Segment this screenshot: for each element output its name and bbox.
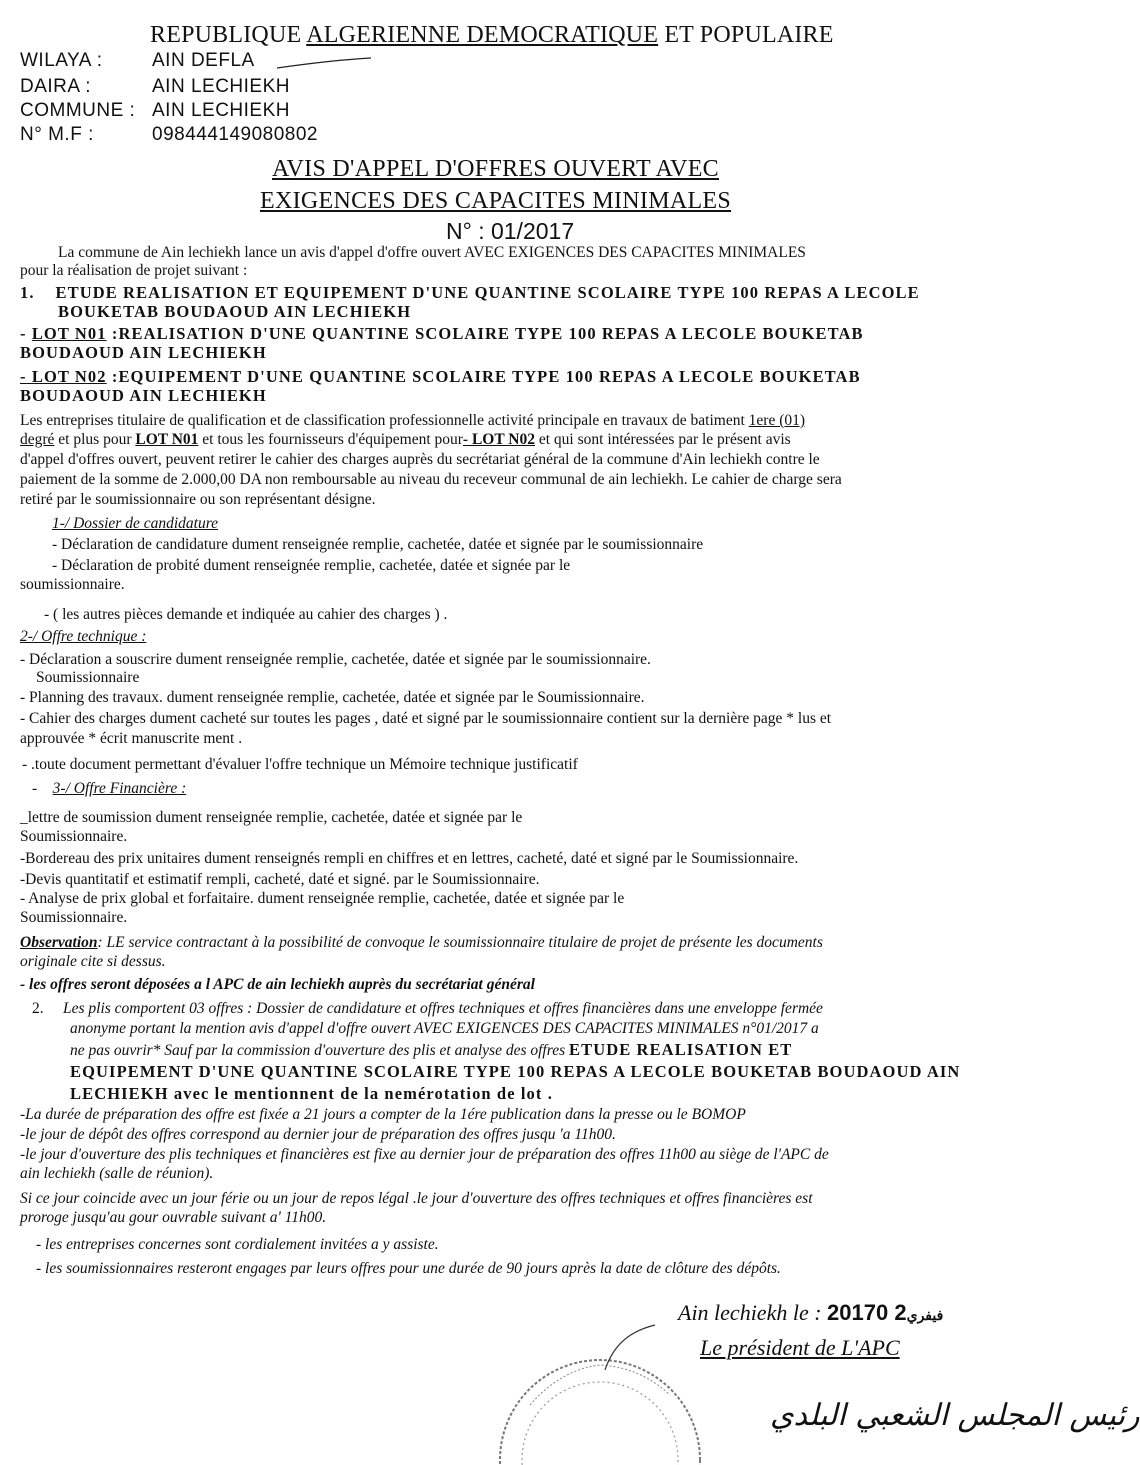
signature-date-day: 2 0 <box>876 1300 907 1325</box>
plis-line4: EQUIPEMENT D'UNE QUANTINE SCOLAIRE TYPE 100 REPAS A LECOLE BOUKETAB BOUDAOUD AIN <box>70 1062 961 1081</box>
delai-line-3: -le jour d'ouverture des plis techniques et financières est fixe au dernier jour de préparation des offres 11h00 au siège de l'APC de <box>20 1146 829 1163</box>
financiere-heading: 3-/ Offre Financière : <box>52 780 187 797</box>
arabic-signature: رئيس المجلس الشعبي البلدي <box>770 1398 1140 1433</box>
financiere-item-1: _lettre de soumission dument renseignée remplie, cachetée, datée et signée par le <box>20 809 523 826</box>
republic-part-b: ALGERIENNE DEMOCRATIQUE <box>306 22 659 48</box>
plis-line5: LECHIEKH avec le mentionnent de la nemérotation de lot . <box>70 1084 553 1103</box>
delai-line-2: -le jour de dépôt des offres correspond au dernier jour de préparation des offres jusqu 'a 11h00. <box>20 1126 616 1143</box>
financiere-heading-row: - 3-/ Offre Financière : <box>32 780 187 797</box>
technique-heading: 2-/ Offre technique : <box>20 628 147 645</box>
header-row-wilaya: WILAYA : AIN DEFLA <box>20 50 255 71</box>
delai-line-6: proroge jusqu'au gour ouvrable suivant a' 11h00. <box>20 1209 327 1226</box>
plis-line3: ne pas ouvrir* Sauf par la commission d'ouverture des plis et analyse des offres ETUDE REALISATION ET <box>70 1040 793 1059</box>
lot2-line1: - LOT N02 :EQUIPEMENT D'UNE QUANTINE SCOLAIRE TYPE 100 REPAS A LECOLE BOUKETAB <box>20 367 861 386</box>
intro-line1: La commune de Ain lechiekh lance un avis d'appel d'offre ouvert AVEC EXIGENCES DES CAPACITES MINIMALES <box>58 244 806 261</box>
financiere-item-4: - Analyse de prix global et forfaitaire. dument renseignée remplie, cachetée, datée et signée par le <box>20 890 625 907</box>
pen-flourish-mark <box>600 1320 660 1380</box>
lot1-line1: - LOT N01 :REALISATION D'UNE QUANTINE SCOLAIRE TYPE 100 REPAS A LECOLE BOUKETAB <box>20 324 864 343</box>
lot2-label: LOT N02 <box>26 367 107 386</box>
conditions-line1: Les entreprises titulaire de qualification et de classification professionnelle activité principale en travaux de batiment 1ere (01) <box>20 412 806 429</box>
technique-item-1-cont: Soumissionnaire <box>36 669 140 686</box>
conditions-line4: paiement de la somme de 2.000,00 DA non remboursable au niveau du receveur communal de ain lechiekh. Le cahier de charge sera <box>20 471 842 488</box>
lot2-ref: - LOT N02 <box>462 431 535 448</box>
technique-item-3: - Cahier des charges dument cacheté sur toutes les pages , daté et signé par le soumissionnaire contient sur la dernière page * lus et <box>20 710 832 727</box>
republic-part-a: REPUBLIQUE <box>150 22 307 48</box>
signature-place-date: Ain lechiekh le : 2017 فيفري2 0 <box>678 1300 944 1325</box>
lot1-ref: LOT N01 <box>135 431 199 448</box>
lot1-label: LOT N01 <box>31 324 107 343</box>
project-item1-line1: 1. ETUDE REALISATION ET EQUIPEMENT D'UNE QUANTINE SCOLAIRE TYPE 100 REPAS A LECOLE <box>20 283 920 302</box>
republic-part-c: ET POPULAIRE <box>658 22 834 48</box>
signer-title: Le président de L'APC <box>700 1335 900 1360</box>
financiere-item-4-cont: Soumissionnaire. <box>20 909 128 926</box>
conditions-line5: retiré par le soumissionnaire ou son représentant désigne. <box>20 491 376 508</box>
plis-line1: 2. Les plis comportent 03 offres : Dossier de candidature et offres techniques et offres financières dans une enveloppe fermée <box>32 1000 823 1017</box>
delai-line-5: Si ce jour coincide avec un jour férie ou un jour de repos légal .le jour d'ouverture des offres techniques et offres financières est <box>20 1190 813 1207</box>
intro-line2: pour la réalisation de projet suivant : <box>20 262 248 279</box>
signature-date-year: 2017 <box>827 1300 876 1325</box>
dossier-heading: 1-/ Dossier de candidature <box>52 515 219 532</box>
technique-item-2: - Planning des travaux. dument renseignée remplie, cachetée, datée et signée par le Soumissionnaire. <box>20 689 645 706</box>
plis-line2: anonyme portant la mention avis d'appel d'offre ouvert AVEC EXIGENCES DES CAPACITES MINIMALES n°01/2017 a <box>70 1020 819 1037</box>
signature-date-month: فيفري <box>906 1307 944 1323</box>
dossier-item-3: - ( les autres pièces demande et indiquée au cahier des charges ) . <box>44 606 448 623</box>
technique-item-1: - Déclaration a souscrire dument renseignée remplie, cachetée, datée et signée par le soumissionnaire. <box>20 651 651 668</box>
financiere-item-2: -Bordereau des prix unitaires dument renseignés rempli en chiffres et en lettres, cacheté, daté et signé par le Soumissionnaire. <box>20 850 799 867</box>
observation-line2: originale cite si dessus. <box>20 953 166 970</box>
project-item1-line2: BOUKETAB BOUDAOUD AIN LECHIEKH <box>58 302 412 321</box>
delai-line-4: ain lechiekh (salle de réunion). <box>20 1165 214 1182</box>
notice-title-line1: AVIS D'APPEL D'OFFRES OUVERT AVEC <box>272 156 719 182</box>
lot1-line2: BOUDAOUD AIN LECHIEKH <box>20 343 267 362</box>
delai-line-8: - les soumissionnaires resteront engages par leurs offres pour une durée de 90 jours après la date de clôture des dépôts. <box>36 1260 781 1277</box>
dossier-item-2: - Déclaration de probité dument renseignée remplie, cachetée, datée et signée par le <box>52 557 571 574</box>
notice-number: N° : 01/2017 <box>446 218 575 244</box>
dossier-item-1: - Déclaration de candidature dument renseignée remplie, cachetée, datée et signée par le soumissionnaire <box>52 536 704 553</box>
delai-line-1: -La durée de préparation des offre est fixée a 21 jours a compter de la 1ére publication dans la presse ou le BOMOP <box>20 1106 746 1123</box>
delai-line-7: - les entreprises concernes sont cordialement invitées a y assiste. <box>36 1236 439 1253</box>
conditions-line2: degré et plus pour LOT N01 et tous les fournisseurs d'équipement pour- LOT N02 et qui sont intéressées par le présent avis <box>20 431 791 448</box>
conditions-line3: d'appel d'offres ouvert, peuvent retirer le cahier des charges auprès du secrétariat général de la commune d'Ain lechiekh contre le <box>20 451 820 468</box>
lot2-line2: BOUDAOUD AIN LECHIEKH <box>20 386 267 405</box>
notice-title-line2: EXIGENCES DES CAPACITES MINIMALES <box>260 188 732 214</box>
observation-line3: - les offres seront déposées a l APC de ain lechiekh auprès du secrétariat général <box>20 976 535 993</box>
observation-line1: Observation: LE service contractant à la possibilité de convoque le soumissionnaire titulaire de projet de présente les documents <box>20 934 823 951</box>
observation-label: Observation <box>20 934 98 951</box>
financiere-item-1-cont: Soumissionnaire. <box>20 828 128 845</box>
financiere-item-3: -Devis quantitatif et estimatif rempli, cacheté, daté et signé. par le Soumissionnaire. <box>20 871 540 888</box>
republic-heading <box>150 22 834 49</box>
dossier-item-2-cont: soumissionnaire. <box>20 576 125 593</box>
technique-item-3-cont: approuvée * écrit manuscrite ment . <box>20 730 243 747</box>
header-row-commune: COMMUNE : AIN LECHIEKH <box>20 100 290 121</box>
header-row-nmf: N° M.F : 098444149080802 <box>20 124 319 145</box>
technique-item-4: - .toute document permettant d'évaluer l'offre technique un Mémoire technique justificatif <box>22 756 578 773</box>
header-row-daira: DAIRA : AIN LECHIEKH <box>20 76 290 97</box>
pen-stroke-mark <box>275 56 375 72</box>
